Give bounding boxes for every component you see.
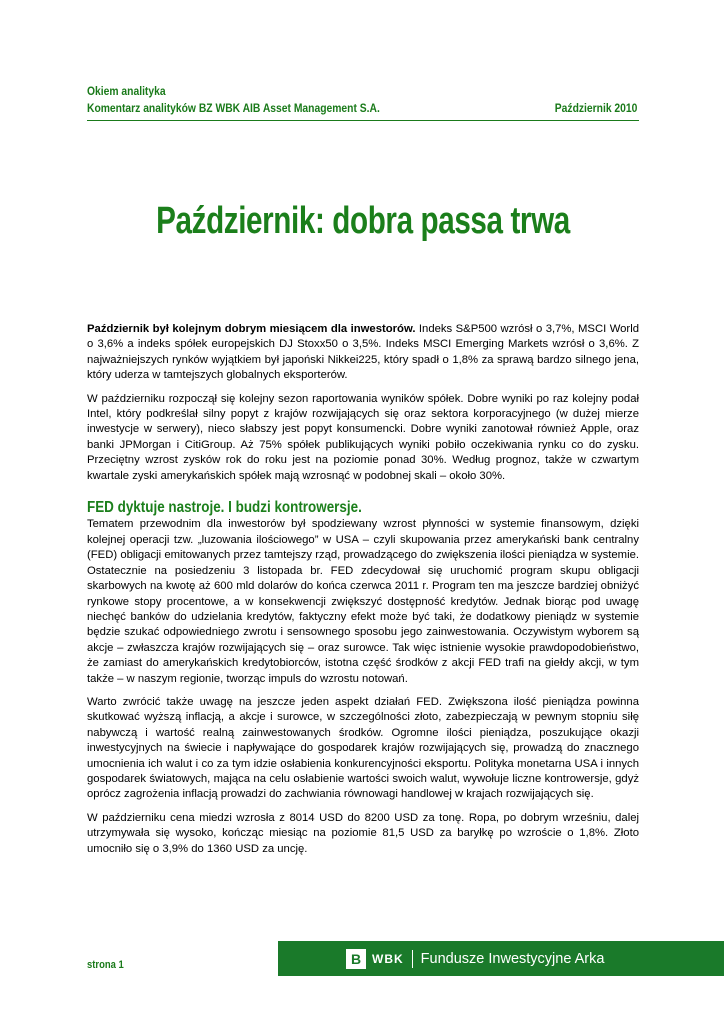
paragraph-fed: Tematem przewodnim dla inwestorów był spodziewany wzrost płynności w systemie finansowym, dzięki kolejnej operacji tzw. „luzowania ilościowego” w USA – czyli skupowania przez amerykański bank centralny (FED) obligacji emitowanych przez tamtejszy rząd, prowadzącego do zwiększenia ilości pieniądza w systemie. Ostatecznie na posiedzeniu 3 listopada br. FED zdecydował się uruchomić program skupu obligacji skarbowych na kwotę aż 600 mld dolarów do końca czerwca 2011 r. Program ten ma jeszcze bardziej obniżyć rynkowe stopy procentowe, a w konsekwencji zwiększyć dostępność kredytów. Jednak biorąc pod uwagę niechęć banków do udzielania kredytów, faktyczny efekt może być taki, że dodatkowy pieniądz w systemie będzie szukać odpowiedniego zwrotu i sensownego sposobu jego zainwestowania. Oczywistym wyborem są akcje – zwłaszcza krajów rozwijających się – oraz surowce. Tak więc istnienie wysokie prawdopodobieństwo, że zamiast do amerykańskich kredytobiorców, istotna część środków z akcji FED trafi na giełdy akcji, w tym także – w naszym regionie, tworząc impuls do wzrostu notowań. — [87, 518, 639, 685]
logo-divider — [412, 950, 413, 968]
report-subtitle: Komentarz analityków BZ WBK AIB Asset Management S.A. — [87, 101, 380, 115]
report-header-row — [87, 101, 637, 115]
report-series: Okiem analityka — [87, 84, 166, 98]
report-date: Październik 2010 — [554, 101, 638, 115]
page-number: strona 1 — [87, 959, 124, 971]
page-title: Październik: dobra passa trwa — [156, 200, 570, 242]
bzwbk-logo-icon: B — [346, 949, 366, 969]
section-heading: FED dyktuje nastroje. I budzi kontrowersje. — [87, 499, 362, 517]
intro-text: Indeks S&P500 wzrósł o 3,7%, MSCI World o 3,6% a indeks spółek europejskich DJ Stoxx50 o 3,5%. Indeks MSCI Emerging Markets wzrósł o 3,6%. Z najważniejszych rynków wyjątkiem był japoński Nikkei225, który spadł o 1,8% za sprawą bardzo silnego jena, który uderza w tamtejszych globalnych eksporterów. — [87, 323, 639, 382]
article-body — [87, 322, 639, 865]
wbk-logo-text: WBK — [372, 951, 404, 966]
header-divider — [87, 120, 639, 121]
intro-lead: Październik był kolejnym dobrym miesiącem dla inwestorów. — [87, 323, 416, 335]
paragraph-inflation: Warto zwrócić także uwagę na jeszcze jeden aspekt działań FED. Zwiększona ilość pieniądza powinna skutkować wyższą inflacją, a akcje i surowce, w szczególności złoto, zabezpieczają w pewnym stopniu siłę nabywczą i wartość realną zainwestowanych środków. Ogromne ilości pieniądza, poszukujące okazji inwestycyjnych na świecie i napływające do gospodarek krajów rozwijających się, prowadzą do znacznego umocnienia ich walut i co za tym idzie osłabienia konkurencyjności eksportu. Polityka monetarna USA i innych gospodarek światowych, mająca na celu osłabienie wartości swoich walut, wywołuje liczne kontrowersje, gdyż oprócz zagrożenia inflacją prowadzi do zachwiania równowagi handlowej w krajach rozwijających się. — [87, 695, 639, 801]
footer-brand-bar — [278, 941, 724, 976]
brand-name: Fundusze Inwestycyjne Arka — [420, 950, 605, 967]
paragraph-earnings: W październiku rozpoczął się kolejny sezon raportowania wyników spółek. Dobre wyniki po raz kolejny podał Intel, który podkreślał silny popyt z krajów rozwijających się oraz sektora korporacyjnego (w dużej mierze inwestycje w serwery), nieco słabszy jest popyt konsumencki. Dobre wyniki zanotował również Apple, oraz banki JPMorgan i CitiGroup. Aż 75% spółek publikujących wyniki pobiło oczekiwania rynku co do zysku. Przeciętny wzrost zysków rok do roku jest na poziomie ponad 30%. Według prognoz, także w czwartym kwartale zyski amerykańskich spółek mają wzrosnąć w podobnej skali – około 30%. — [87, 392, 639, 482]
paragraph-commodities: W październiku cena miedzi wzrosła z 8014 USD do 8200 USD za tonę. Ropa, po dobrym wrześniu, dalej utrzymywała się wysoko, kończąc miesiąc na poziomie 81,5 USD za baryłkę po wzroście o 1,8%. Złoto umocniło się o 3,9% do 1360 USD za uncję. — [87, 811, 639, 855]
intro-paragraph — [87, 322, 639, 384]
